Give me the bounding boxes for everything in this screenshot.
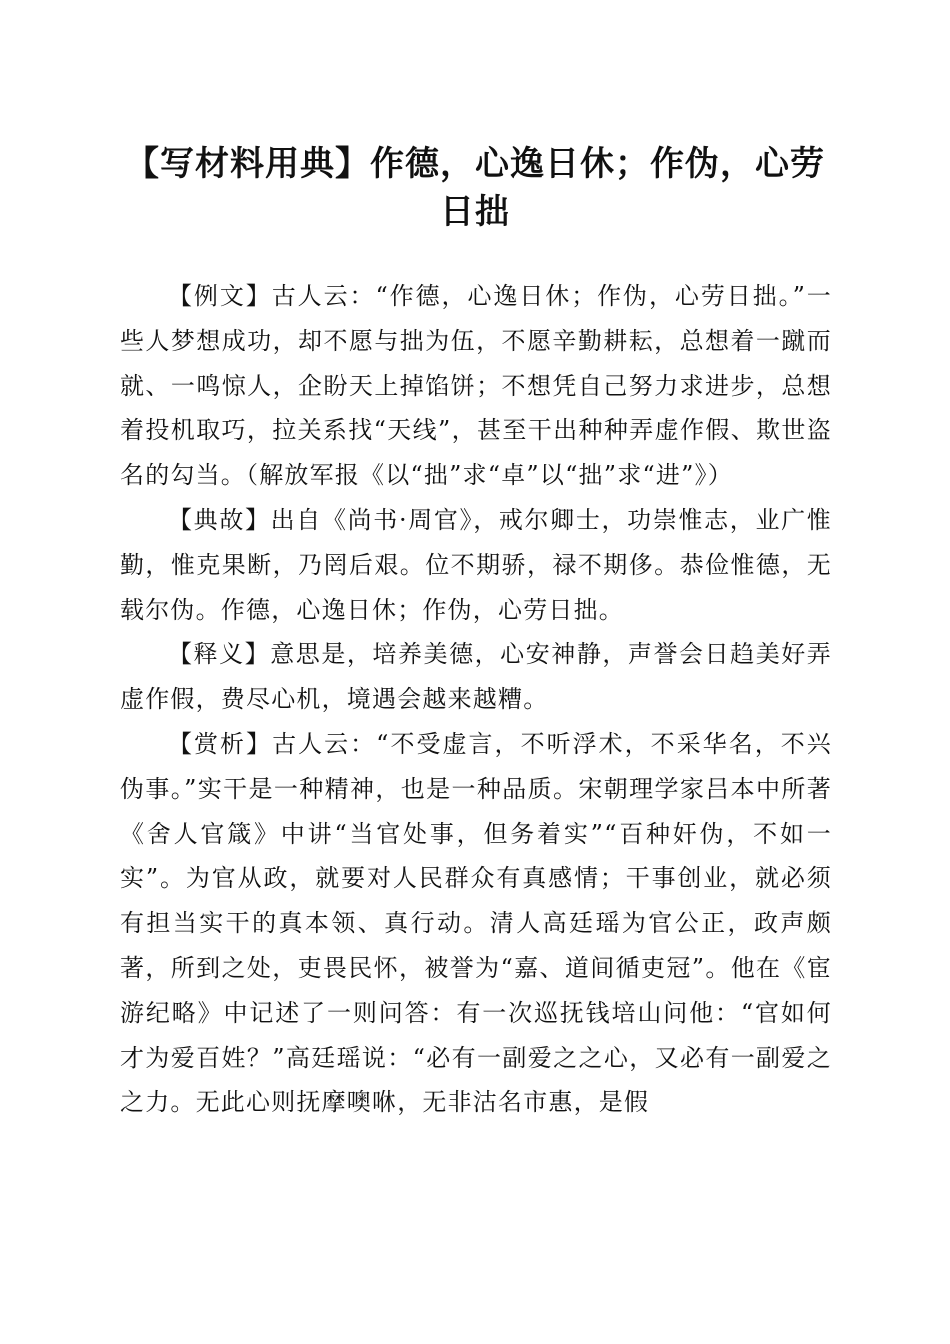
paragraph-tag: 【典故】 xyxy=(168,505,271,534)
paragraph-tag: 【例文】 xyxy=(168,282,272,310)
paragraph-text: 古人云：“作德，心逸日休；作伪，心劳日拙。”一些人梦想成功，却不愿与拙为伍，不愿辛勤耕耘，总想着一蹴而就、一鸣惊人，企盼天上掉馅饼；不想凭自己努力求进步，总想着投机取巧，拉关系找“天线”，甚至干出种种弄虚作假、欺世盗名的勾当。（解放军报《以“拙”求“卓”以“拙”求“进”》） xyxy=(120,282,832,490)
paragraph-text: 出自《尚书·周官》，戒尔卿士，功崇惟志，业广惟勤，惟克果断，乃罔后艰。位不期骄，禄不期侈。恭俭惟德，无载尔伪。作德，心逸日休；作伪，心劳日拙。 xyxy=(120,505,832,624)
document-title: 【写材料用典】作德，心逸日休；作伪，心劳日拙 xyxy=(125,144,825,232)
paragraph-text: 意思是，培养美德，心安神静，声誉会日趋美好弄虚作假，费尽心机，境遇会越来越糟。 xyxy=(120,640,832,714)
paragraph-meaning xyxy=(120,632,832,722)
paragraph-appreciation xyxy=(120,722,832,1125)
paragraph-text: 古人云：“不受虚言，不听浮术，不采华名，不兴伪事。”实干是一种精神，也是一种品质。宋朝理学家吕本中所著《舍人官箴》中讲“当官处事，但务着实”“百种奸伪，不如一实”。为官从政，就要对人民群众有真感情；干事创业，就必须有担当实干的真本领、真行动。清人高廷瑶为官公正，政声颇著，所到之处，吏畏民怀，被誉为“嘉、道间循吏冠”。他在《宦游纪略》中记述了一则问答：有一次巡抚钱培山问他：“官如何才为爱百姓？”高廷瑶说：“必有一副爱之之心，又必有一副爱之之力。无此心则抚摩噢咻，无非沽名市惠，是假 xyxy=(120,729,832,1117)
paragraph-tag: 【赏析】 xyxy=(168,729,273,758)
paragraph-tag: 【释义】 xyxy=(168,640,271,669)
paragraph-allusion xyxy=(120,498,832,632)
paragraph-example xyxy=(120,274,832,498)
document-body xyxy=(120,274,832,1125)
